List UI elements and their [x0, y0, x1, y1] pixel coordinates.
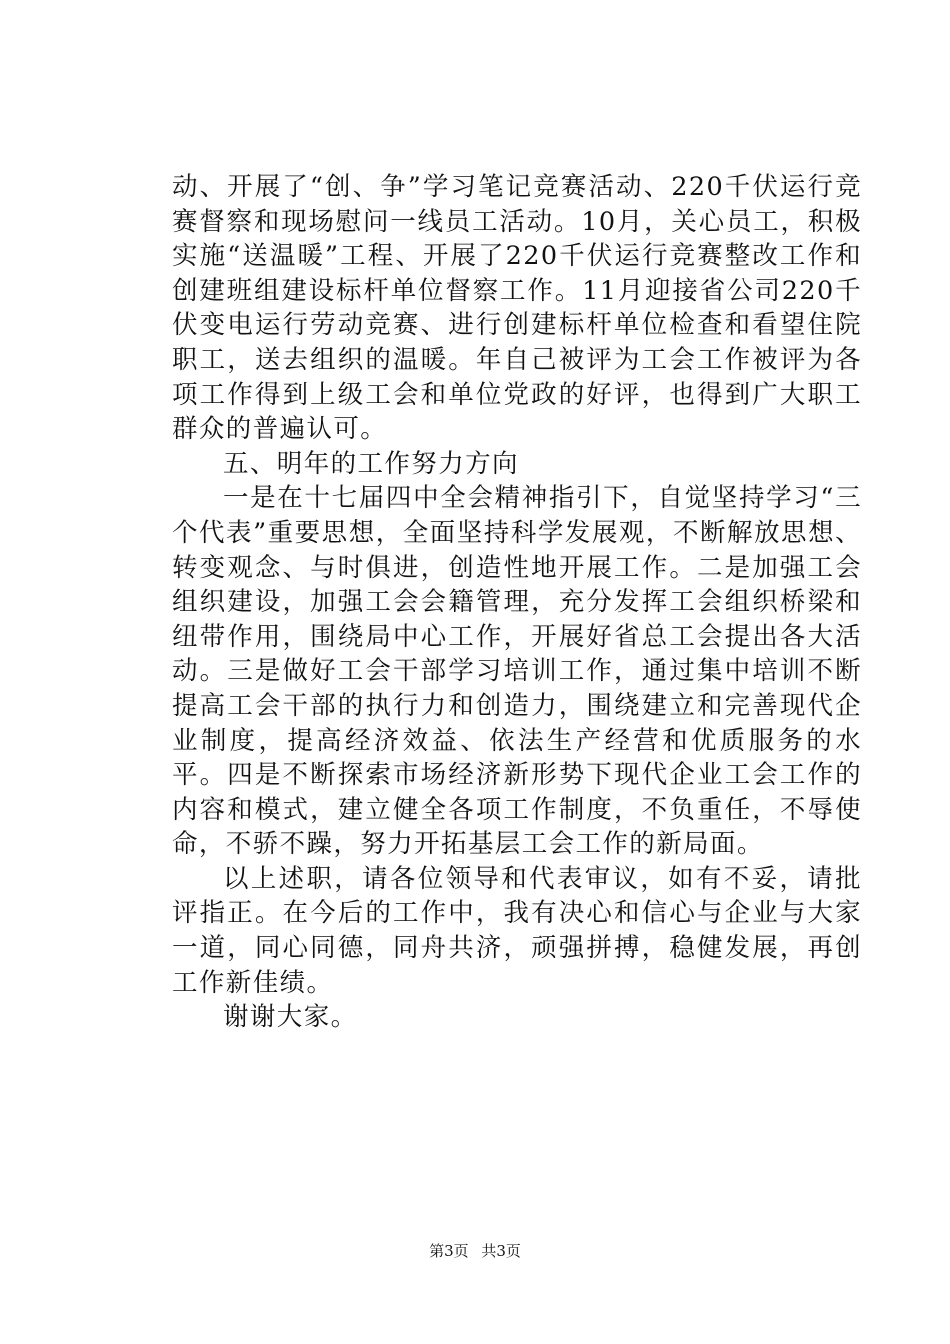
document-body	[172, 170, 862, 1035]
section-heading-next-year: 五、明年的工作努力方向	[223, 448, 519, 479]
page-number: 第3页	[429, 1242, 469, 1260]
paragraph-next-year-plans: 一是在十七届四中全会精神指引下，自觉坚持学习“三个代表”重要思想，全面坚持科学发展观，不断解放思想、转变观念、与时俱进，创造性地开展工作。二是加强工会组织建设，加强工会会籍管理，充分发挥工会组织桥梁和纽带作用，围绕局中心工作，开展好省总工会提出各大活动。三是做好工会干部学习培训工作，通过集中培训不断提高工会干部的执行力和创造力，围绕建立和完善现代企业制度，提高经济效益、依法生产经营和优质服务的水平。四是不断探索市场经济新形势下现代企业工会工作的内容和模式，建立健全各项工作制度，不负重任，不辱使命，不骄不躁，努力开拓基层工会工作的新局面。	[172, 483, 862, 860]
page-total: 共3页	[481, 1242, 521, 1260]
page-footer	[0, 1241, 950, 1261]
paragraph-activities-summary: 动、开展了“创、争”学习笔记竞赛活动、220千伏运行竞赛督察和现场慰问一线员工活动。10月，关心员工，积极实施“送温暖”工程、开展了220千伏运行竞赛整改工作和创建班组建设标杆单位督察工作。11月迎接省公司220千伏变电运行劳动竞赛、进行创建标杆单位检查和看望住院职工，送去组织的温暖。年自己被评为工会工作被评为各项工作得到上级工会和单位党政的好评，也得到广大职工群众的普遍认可。	[172, 172, 862, 445]
paragraph-closing-remarks: 以上述职，请各位领导和代表审议，如有不妥，请批评指正。在今后的工作中，我有决心和信心与企业与大家一道，同心同德，同舟共济，顽强拼搏，稳健发展，再创工作新佳绩。	[172, 863, 862, 998]
paragraph-thanks: 谢谢大家。	[223, 1002, 358, 1033]
